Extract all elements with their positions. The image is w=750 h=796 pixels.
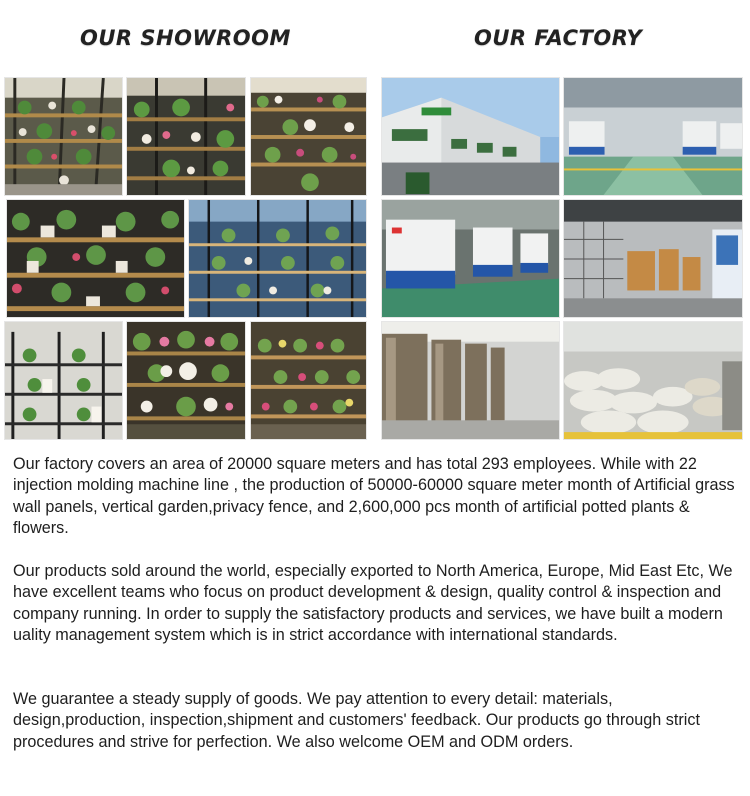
paragraph-products-info: Our products sold around the world, especially exported to North America, Europe, Mid East Etc, We have excellent teams who focus on product development & design, quality control & inspection and company running. In order to supply the satisfactory products and services, we have built a modern uality management system which is in strict accordance with international standards. [13,562,733,645]
factory-photo-1 [381,77,560,196]
factory-photo-2 [563,77,743,196]
factory-photo-6 [563,321,743,440]
showroom-photo-2 [126,77,246,196]
factory-photo-4 [563,199,743,318]
factory-photo-5 [381,321,560,440]
showroom-photo-4 [6,199,185,318]
paragraph-guarantee-info: We guarantee a steady supply of goods. We pay attention to every detail: materials, design,production, inspection,shipment and customers' feedback. Our products go through strict procedures and strive for perfection. We also welcome OEM and ODM orders. [13,690,700,751]
showroom-photo-1 [4,77,123,196]
paragraph-factory-info: Our factory covers an area of 20000 square meters and has total 293 employees. While with 22 injection molding machine line , the production of 50000-60000 square meter month of Artificial grass wall panels, vertical garden,privacy fence, and 2,600,000 pcs month of artificial potted plants & flowers. [13,455,735,538]
showroom-photo-7 [126,321,246,440]
showroom-heading: OUR SHOWROOM [80,26,291,50]
showroom-photo-8 [250,321,367,440]
showroom-photo-5 [188,199,367,318]
showroom-photo-3 [250,77,367,196]
factory-heading: OUR FACTORY [474,26,643,50]
showroom-photo-6 [4,321,123,440]
factory-photo-3 [381,199,560,318]
